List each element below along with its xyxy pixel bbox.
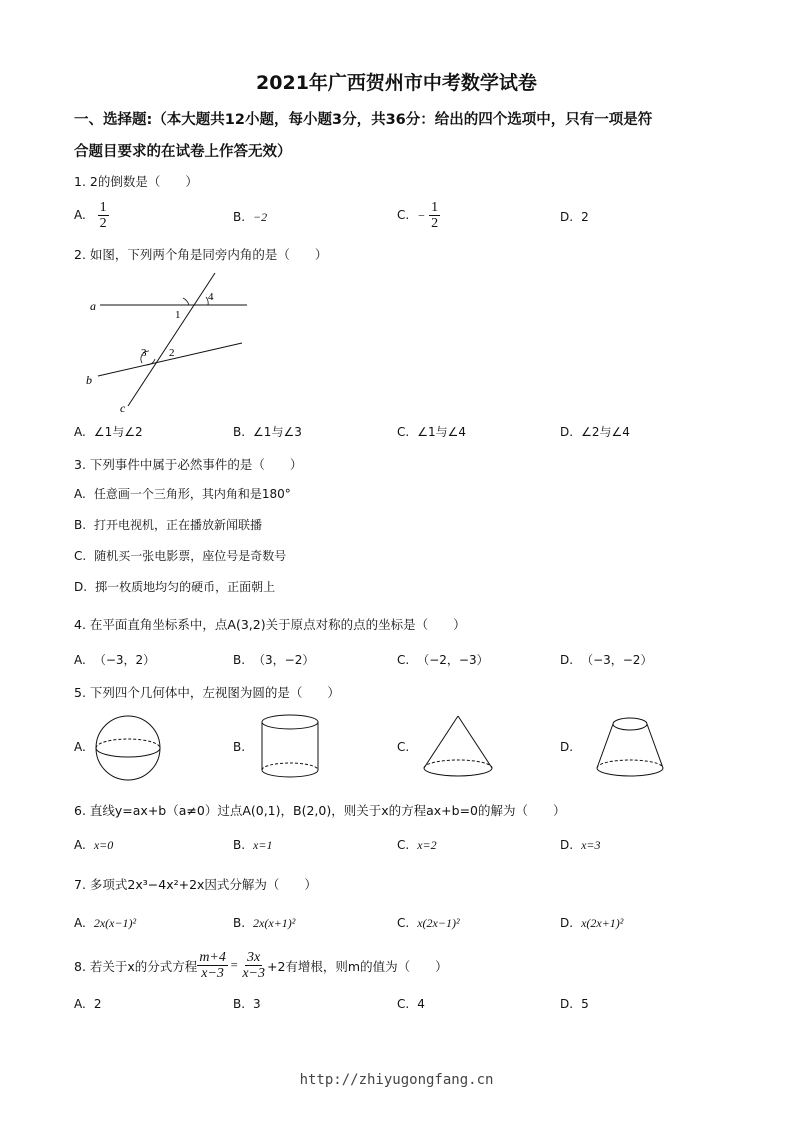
cone-figure: [418, 712, 498, 784]
option-letter: C.: [397, 653, 410, 667]
option-letter: A.: [74, 916, 86, 930]
q3-option-a: [74, 485, 291, 502]
option-letter: C.: [397, 997, 410, 1011]
denominator: 2: [99, 216, 107, 232]
option-letter: D.: [560, 916, 574, 930]
q4-option-c: [397, 651, 489, 668]
sphere-figure: [90, 712, 170, 784]
q5-option-a-letter: A.: [74, 740, 86, 754]
option-letter: D.: [560, 653, 574, 667]
option-letter: D.: [560, 210, 574, 224]
option-letter: B.: [233, 997, 246, 1011]
q1-option-a: [74, 200, 109, 232]
minus-sign: −: [417, 208, 426, 223]
option-letter: C.: [397, 916, 410, 930]
option-letter: B.: [233, 210, 246, 224]
q2-option-c: [397, 423, 466, 440]
q7-option-b: [233, 916, 295, 931]
option-text: x(2x+1)²: [581, 916, 624, 930]
option-letter: B.: [233, 916, 246, 930]
cylinder-figure: [255, 712, 330, 784]
option-letter: A.: [74, 208, 86, 223]
q5-option-b-letter: B.: [233, 740, 246, 754]
option-text: ∠1与∠3: [253, 425, 302, 439]
numerator: 3x: [247, 950, 261, 965]
option-letter: B.: [233, 425, 246, 439]
option-text: x=3: [581, 838, 601, 852]
q3-option-d: [74, 578, 275, 595]
option-letter: A.: [74, 838, 86, 852]
fraction: [429, 200, 440, 232]
q2-lines-figure: [80, 268, 255, 416]
option-letter: D.: [560, 425, 574, 439]
option-letter: B.: [74, 518, 87, 532]
option-text: x(2x−1)²: [417, 916, 460, 930]
q5-option-c-letter: C.: [397, 740, 410, 754]
numerator: 1: [99, 200, 107, 215]
numerator: 1: [431, 200, 439, 215]
option-text: ∠1与∠2: [93, 425, 143, 439]
denominator: x−3: [201, 966, 224, 982]
option-text: x=0: [93, 838, 114, 852]
option-letter: D.: [560, 997, 574, 1011]
option-text: 打开电视机，正在播放新闻联播: [94, 518, 263, 532]
option-text: （−2，−3）: [417, 653, 489, 667]
option-letter: A.: [74, 487, 86, 501]
option-text: x=1: [253, 838, 273, 852]
question-1-stem: 1. 2的倒数是（ ）: [74, 174, 198, 189]
option-letter: D.: [74, 580, 88, 594]
angle-2-arc: [146, 359, 155, 365]
numerator: m+4: [199, 950, 226, 965]
label-angle-1: 1: [175, 309, 181, 321]
option-text: （−3，2）: [93, 653, 156, 667]
stem-text: +2有增根，则m的值为（ ）: [266, 958, 448, 974]
label-angle-4: 4: [208, 291, 214, 303]
stem-text: 8. 若关于x的分式方程: [74, 958, 198, 974]
question-5-stem: 5. 下列四个几何体中，左视图为圆的是（ ）: [74, 685, 340, 700]
q4-option-a: [74, 651, 155, 668]
option-text: （−3，−2）: [581, 653, 653, 667]
option-text: 5: [581, 997, 589, 1011]
q3-option-b: [74, 516, 262, 533]
q7-option-d: [560, 916, 623, 931]
q6-option-b: [233, 838, 272, 853]
question-4-stem: 4. 在平面直角坐标系中，点A(3,2)关于原点对称的点的坐标是（ ）: [74, 617, 466, 632]
label-a: a: [90, 299, 96, 313]
equals-sign: =: [229, 958, 239, 973]
option-text: 2: [93, 997, 102, 1011]
q2-option-b: [233, 423, 302, 440]
q2-option-a: [74, 423, 143, 440]
denominator: x−3: [242, 966, 265, 982]
option-text: 掷一枚质地均匀的硬币，正面朝上: [95, 580, 276, 594]
option-letter: D.: [560, 838, 574, 852]
section-heading-line2: 合题目要求的在试卷上作答无效）: [74, 144, 292, 160]
footer-url[interactable]: http://zhiyugongfang.cn: [299, 1072, 494, 1088]
option-letter: C.: [397, 838, 410, 852]
label-angle-3: 3: [141, 347, 147, 359]
q6-option-c: [397, 838, 437, 853]
q3-option-c: [74, 547, 286, 564]
q6-option-d: [560, 838, 601, 853]
option-letter: A.: [74, 997, 86, 1011]
option-text: 任意画一个三角形，其内角和是180°: [93, 487, 291, 501]
option-letter: B.: [233, 838, 246, 852]
q7-option-a: [74, 916, 136, 931]
fraction-right: [240, 950, 267, 982]
option-text: ∠1与∠4: [417, 425, 466, 439]
option-text: 3: [253, 997, 261, 1011]
label-angle-2: 2: [169, 347, 175, 359]
q1-option-d: [560, 210, 589, 224]
label-b: b: [86, 373, 92, 387]
option-letter: B.: [233, 653, 246, 667]
q4-option-b: [233, 651, 314, 668]
question-2-stem: 2. 如图，下列两个角是同旁内角的是（ ）: [74, 247, 328, 262]
q4-option-d: [560, 651, 652, 668]
option-text: 4: [417, 997, 425, 1011]
fraction: [98, 200, 109, 232]
option-letter: C.: [397, 425, 410, 439]
q1-option-b: [233, 210, 267, 225]
option-text: 2x(x−1)²: [93, 916, 137, 930]
option-text: 2x(x+1)²: [253, 916, 296, 930]
q2-option-d: [560, 423, 630, 440]
question-3-stem: 3. 下列事件中属于必然事件的是（ ）: [74, 457, 303, 472]
option-letter: A.: [74, 653, 86, 667]
fraction-left: [197, 950, 228, 982]
line-c: [128, 273, 215, 406]
section-heading-line1: 一、选择题:（本大题共12小题，每小题3分，共36分：给出的四个选项中，只有一项是符: [74, 112, 653, 128]
option-text: 2: [581, 210, 589, 224]
q7-option-c: [397, 916, 460, 931]
q8-option-c: [397, 997, 425, 1011]
option-text: （3，−2）: [253, 653, 315, 667]
q6-option-a: [74, 838, 113, 853]
angle-1-arc: [183, 298, 189, 305]
option-text: x=2: [417, 838, 437, 852]
q8-option-d: [560, 997, 589, 1011]
option-letter: A.: [74, 425, 86, 439]
q1-option-c: [397, 200, 440, 232]
q8-option-b: [233, 997, 261, 1011]
denominator: 2: [431, 216, 439, 232]
question-8-stem: [74, 950, 448, 982]
q5-option-d-letter: D.: [560, 740, 574, 754]
frustum-figure: [590, 712, 670, 784]
question-7-stem: 7. 多项式2x³−4x²+2x因式分解为（ ）: [74, 877, 317, 892]
page-title: 2021年广西贺州市中考数学试卷: [256, 72, 537, 94]
option-text: 随机买一张电影票，座位号是奇数号: [94, 549, 287, 563]
option-text: ∠2与∠4: [581, 425, 630, 439]
option-text: −2: [253, 210, 268, 224]
option-letter: C.: [74, 549, 87, 563]
question-6-stem: 6. 直线y=ax+b（a≠0）过点A(0,1)，B(2,0)，则关于x的方程ax+b=0的解为（ ）: [74, 803, 566, 818]
q8-option-a: [74, 997, 101, 1011]
option-letter: C.: [397, 208, 410, 223]
label-c: c: [120, 401, 126, 415]
